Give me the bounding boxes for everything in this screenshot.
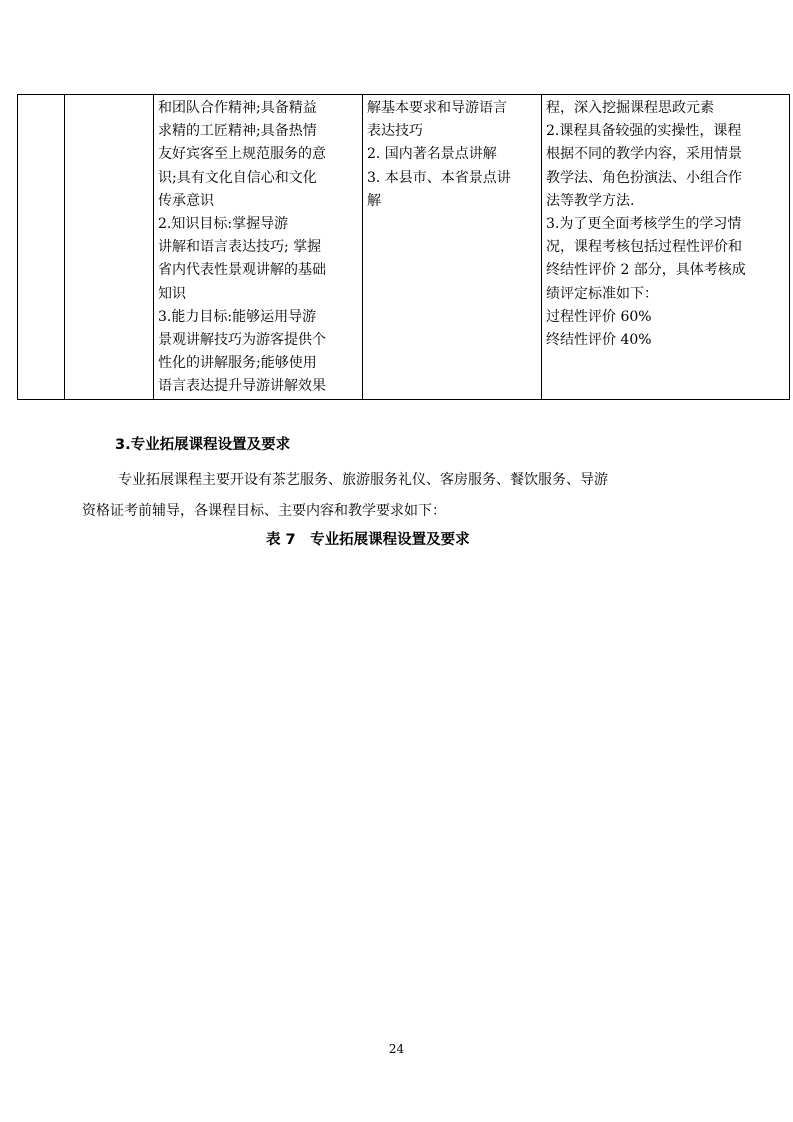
cell-text-line: 求精的工匠精神;具备热情 — [158, 123, 317, 140]
table-row — [18, 95, 790, 400]
cell-text-line: 终结性评价 40% — [546, 332, 652, 349]
cell-text-line: 绩评定标准如下： — [546, 285, 658, 302]
table-cell-requirements — [542, 95, 790, 400]
section-heading: 3.专业拓展课程设置及要求 — [115, 437, 291, 453]
cell-text-line: 性化的讲解服务;能够使用 — [158, 355, 317, 372]
cell-text-line: 2. 国内著名景点讲解 — [367, 146, 497, 163]
cell-text-line: 过程性评价 60% — [546, 308, 652, 325]
table-cell-content — [363, 95, 542, 400]
cell-text-line: 语言表达提升导游讲解效果 — [158, 378, 326, 395]
cell-text-line: 3.能力目标:能够运用导游 — [158, 308, 317, 325]
cell-text-line: 省内代表性景观讲解的基础 — [158, 262, 326, 279]
cell-text-line: 3. 本县市、本省景点讲 — [367, 169, 511, 186]
cell-text-line: 讲解和语言表达技巧; 掌握 — [158, 239, 322, 256]
cell-text-line: 况，课程考核包括过程性评价和 — [546, 239, 742, 256]
table-cell-objectives — [154, 95, 363, 400]
paragraph-line: 资格证考前辅导，各课程目标、主要内容和教学要求如下： — [82, 503, 446, 519]
cell-text-line: 解基本要求和导游语言 — [367, 100, 507, 116]
cell-text-line: 2.课程具备较强的实操性，课程 — [546, 123, 742, 140]
cell-text-line: 和团队合作精神;具备精益 — [158, 100, 317, 116]
cell-text-line: 解 — [367, 192, 381, 209]
cell-text-line: 教学法、角色扮演法、小组合作 — [546, 169, 742, 186]
cell-text-line: 传承意识 — [158, 192, 214, 209]
cell-text-line: 知识 — [158, 285, 186, 302]
course-table — [17, 94, 790, 400]
cell-text-line: 根据不同的教学内容，采用情景 — [546, 146, 742, 163]
cell-text-line: 识;具有文化自信心和文化 — [158, 169, 317, 186]
cell-text-line: 友好宾客至上规范服务的意 — [158, 146, 326, 163]
cell-text-line: 终结性评价 2 部分，具体考核成 — [546, 262, 746, 279]
table-cell-index — [18, 95, 65, 400]
cell-text-line: 程，深入挖掘课程思政元素 — [546, 100, 714, 116]
cell-text-line: 法等教学方法. — [546, 192, 635, 209]
paragraph-line: 专业拓展课程主要开设有茶艺服务、旅游服务礼仪、客房服务、餐饮服务、导游 — [118, 472, 608, 488]
cell-text-line: 3.为了更全面考核学生的学习情 — [546, 216, 742, 233]
table-caption: 表 7 专业拓展课程设置及要求 — [266, 532, 470, 548]
section-paragraph — [82, 465, 702, 527]
table-cell-course-name — [65, 95, 154, 400]
cell-text-line: 2.知识目标:掌握导游 — [158, 216, 289, 233]
cell-text-line: 景观讲解技巧为游客提供个 — [158, 332, 326, 349]
page-number: 24 — [388, 1042, 405, 1056]
cell-text-line: 表达技巧 — [367, 123, 423, 140]
